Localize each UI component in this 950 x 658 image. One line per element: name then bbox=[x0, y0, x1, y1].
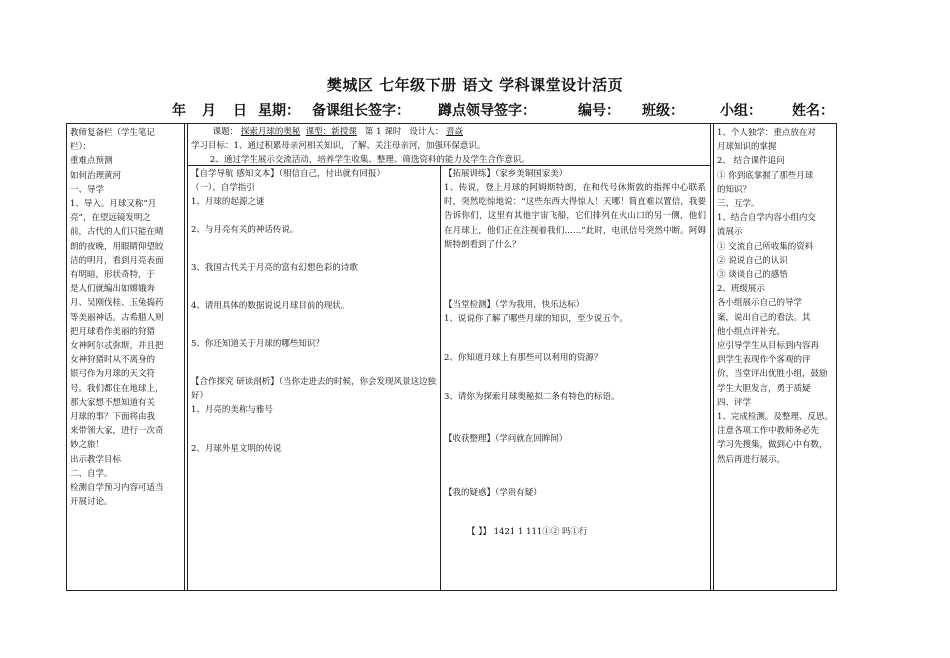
extension-text: 1、传说，登上月球的阿姆斯特朗，在和代号休斯敦的指挥中心联系时，突然吃惊地说：“这些东西大得惊人！天哪！简直难以置信，我要告诉你们，这里有其他宇宙飞船，它们排列在火山口的另一侧，他们在月球上，他们正在注视着我们……”此时，电讯信号突然中断。阿姆斯特朗看到了什么？ bbox=[444, 183, 706, 250]
steps-line: 1、个人独学：重点放在对 bbox=[717, 128, 816, 138]
divider-right bbox=[710, 124, 711, 590]
goal2-row bbox=[191, 153, 707, 167]
steps-line: 然后再进行展示。 bbox=[717, 454, 786, 465]
notes-line: 号。我们都住在地球上， bbox=[70, 383, 164, 394]
steps-line: ② 说说自己的认识 bbox=[717, 255, 788, 266]
goals-label: 学习目标： bbox=[191, 141, 234, 152]
notes-line: 教师复备栏（学生笔记 bbox=[70, 128, 156, 138]
notes-line: 银弓作为月球的天文符 bbox=[70, 369, 156, 380]
question-1: 1、月球的起源之谜 bbox=[191, 197, 265, 207]
steps-line: 到学生表现作个客观的评 bbox=[717, 355, 811, 366]
steps-line: 三、互学。 bbox=[717, 199, 760, 210]
steps-line: 流展示 bbox=[717, 227, 743, 238]
notes-line: 检测自学预习内容可适当 bbox=[70, 483, 164, 494]
learning-steps-column bbox=[717, 126, 835, 467]
notes-line: 如何治理黄河 bbox=[70, 170, 122, 181]
question-2: 2、与月亮有关的神话传说。 bbox=[191, 225, 299, 235]
footer-code: 【 】】 1421 1 111①② 吗①行 bbox=[467, 527, 588, 537]
question-3: 3、我国古代关于月亮的富有幻想色彩的诗歌 bbox=[191, 263, 358, 273]
steps-line: 价，当堂评出优胜小组，鼓励 bbox=[717, 369, 828, 380]
notes-line: 出示教学目标 bbox=[70, 454, 122, 465]
notes-line: 前，古代的人们只能在晴 bbox=[70, 227, 164, 238]
coop-title: 【合作探究 研读剖析】（当你走进去的时候，你会发现风景这边独好） bbox=[191, 377, 436, 402]
teacher-notes-column bbox=[70, 126, 182, 509]
check-item-3: 3、请你为探索月球奥秘拟二条有特色的标语。 bbox=[444, 392, 620, 402]
steps-line: 他小组点评补充。 bbox=[717, 326, 786, 337]
notes-line: 亮”，在望远镜发明之 bbox=[70, 213, 151, 224]
steps-line: 学习先搜集，做到心中有数， bbox=[717, 440, 828, 451]
divider-left bbox=[184, 124, 185, 590]
notes-line: 洁的明月，看到月亮表面 bbox=[70, 255, 164, 266]
self-study-title: 【自学导航 感知文本】（相信自己，付出就有回报） bbox=[191, 169, 385, 179]
steps-line: ① 交流自己所收集的资料 bbox=[717, 241, 814, 252]
notes-line: 重难点预测 bbox=[70, 156, 113, 167]
notes-line: 是人们就编出如嫦娥奔 bbox=[70, 284, 156, 295]
class-label: 班级： bbox=[642, 103, 684, 119]
supervisor-signature-label: 蹲点领导签字： bbox=[438, 103, 536, 119]
question-5: 5、你还知道关于月球的哪些知识？ bbox=[191, 339, 324, 349]
steps-line: ① 你到底掌握了那些月球 bbox=[717, 170, 814, 181]
type-label: 课型： bbox=[305, 127, 332, 137]
lesson-table bbox=[66, 123, 837, 591]
notes-line: 女神阿尔忒弥斯，并且把 bbox=[70, 341, 164, 352]
divider-right-double bbox=[713, 124, 714, 590]
notes-line: 栏）： bbox=[70, 142, 92, 153]
name-label: 姓名： bbox=[792, 103, 834, 119]
topic-value: 探索月球的奥秘 bbox=[240, 127, 301, 137]
weekday-label: 星期： bbox=[258, 103, 300, 119]
period-value: 第 1 课时 bbox=[364, 127, 402, 137]
month-label: 月 bbox=[202, 103, 216, 119]
topic-label: 课题： bbox=[212, 127, 239, 137]
steps-line: 1、结合自学内容小组内交 bbox=[717, 213, 816, 224]
notes-line: 一、导学 bbox=[70, 184, 105, 195]
steps-line: 注意各项工作中教师务必先 bbox=[717, 426, 820, 437]
divider-middle bbox=[440, 165, 441, 591]
notes-line: 二、自学。 bbox=[70, 468, 113, 479]
steps-line: 案，说出自己的看法。其 bbox=[717, 312, 811, 323]
coop-item-1: 1、月亮的美称与雅号 bbox=[191, 405, 273, 415]
check-title: 【当堂检测】（学为我用，快乐达标） bbox=[444, 300, 585, 310]
steps-line: 的知识？ bbox=[717, 184, 752, 195]
designer-value: 晋焱 bbox=[446, 127, 464, 137]
steps-line: 1、完成检测。及整理、反思。 bbox=[717, 412, 833, 423]
steps-line: 2、 结合课件追问 bbox=[717, 156, 785, 167]
notes-line: 月球的事？下面将由我 bbox=[70, 412, 156, 423]
goal1-row bbox=[191, 139, 707, 153]
doubt-title: 【我的疑惑】（学贵有疑） bbox=[444, 488, 542, 498]
steps-line: 各小组展示自己的导学 bbox=[717, 298, 803, 309]
year-label: 年 bbox=[172, 103, 186, 119]
group-label: 小组： bbox=[720, 103, 762, 119]
goal-1: 1、通过积累母亲河相关知识，了解、关注母亲河，加强环保意识。 bbox=[233, 141, 486, 152]
steps-line: 应引导学生从目标到内容再 bbox=[717, 341, 820, 352]
day-label: 日 bbox=[233, 103, 247, 119]
notes-line: 妙之旅！ bbox=[70, 440, 105, 451]
goal-2: 2、通过学生展示交流活动，培养学生收集、整理、筛选资料的能力及学生合作意识。 bbox=[209, 155, 530, 166]
notes-line: 把月球看作美丽的狩猎 bbox=[70, 326, 156, 337]
designer-label: 设计人： bbox=[409, 127, 444, 137]
steps-line: 四、评学 bbox=[717, 397, 752, 408]
notes-line: 等美丽神话。古希腊人则 bbox=[70, 312, 164, 323]
steps-line: 学生大胆发言，勇于质疑 bbox=[717, 383, 811, 394]
divider-left-double bbox=[187, 124, 188, 590]
coop-item-2: 2、月球外星文明的传说 bbox=[191, 444, 282, 454]
notes-line: 朗的夜晚，用眼睛仰望皎 bbox=[70, 241, 164, 252]
steps-line: 2、班级展示 bbox=[717, 284, 765, 295]
page-title: 樊城区 七年级下册 语文 学科课堂设计活页 bbox=[326, 76, 624, 94]
self-study-part1: （一）、自学指引 bbox=[191, 183, 255, 193]
lesson-info bbox=[191, 125, 707, 168]
type-value: 新授课 bbox=[331, 127, 357, 137]
notes-line: 月、吴刚伐桂、玉兔捣药 bbox=[70, 298, 164, 309]
steps-line: ③ 谈谈自己的感悟 bbox=[717, 270, 788, 281]
steps-line: 月球知识的掌握 bbox=[717, 142, 777, 153]
extension-title: 【拓展训练】（家乡美铜国家美） bbox=[444, 169, 568, 179]
notes-line: 有明暗，形状奇特，于 bbox=[70, 270, 156, 281]
notes-line: 那大家想不想知道有关 bbox=[70, 397, 156, 408]
notes-line: 来带领大家，进行一次奇 bbox=[70, 426, 164, 437]
header-fields bbox=[160, 100, 940, 122]
question-4: 4、请用具体的数据说说月球目前的现状。 bbox=[191, 301, 350, 311]
number-label: 编号： bbox=[578, 103, 620, 119]
harvest-title: 【收获整理】（学问就在回眸间） bbox=[444, 434, 568, 444]
check-item-2: 2、你知道月球上有那些可以利用的资源？ bbox=[444, 353, 603, 363]
prep-leader-signature-label: 备课组长签字： bbox=[312, 103, 410, 119]
topic-row bbox=[191, 125, 707, 139]
notes-line: 1、导入。月球又称“月 bbox=[70, 199, 157, 210]
check-item-1: 1、说说你了解了哪些月球的知识，至少说五个。 bbox=[444, 314, 628, 324]
notes-line: 女神狩猎时从不离身的 bbox=[70, 355, 156, 366]
notes-line: 开展讨论。 bbox=[70, 497, 113, 508]
